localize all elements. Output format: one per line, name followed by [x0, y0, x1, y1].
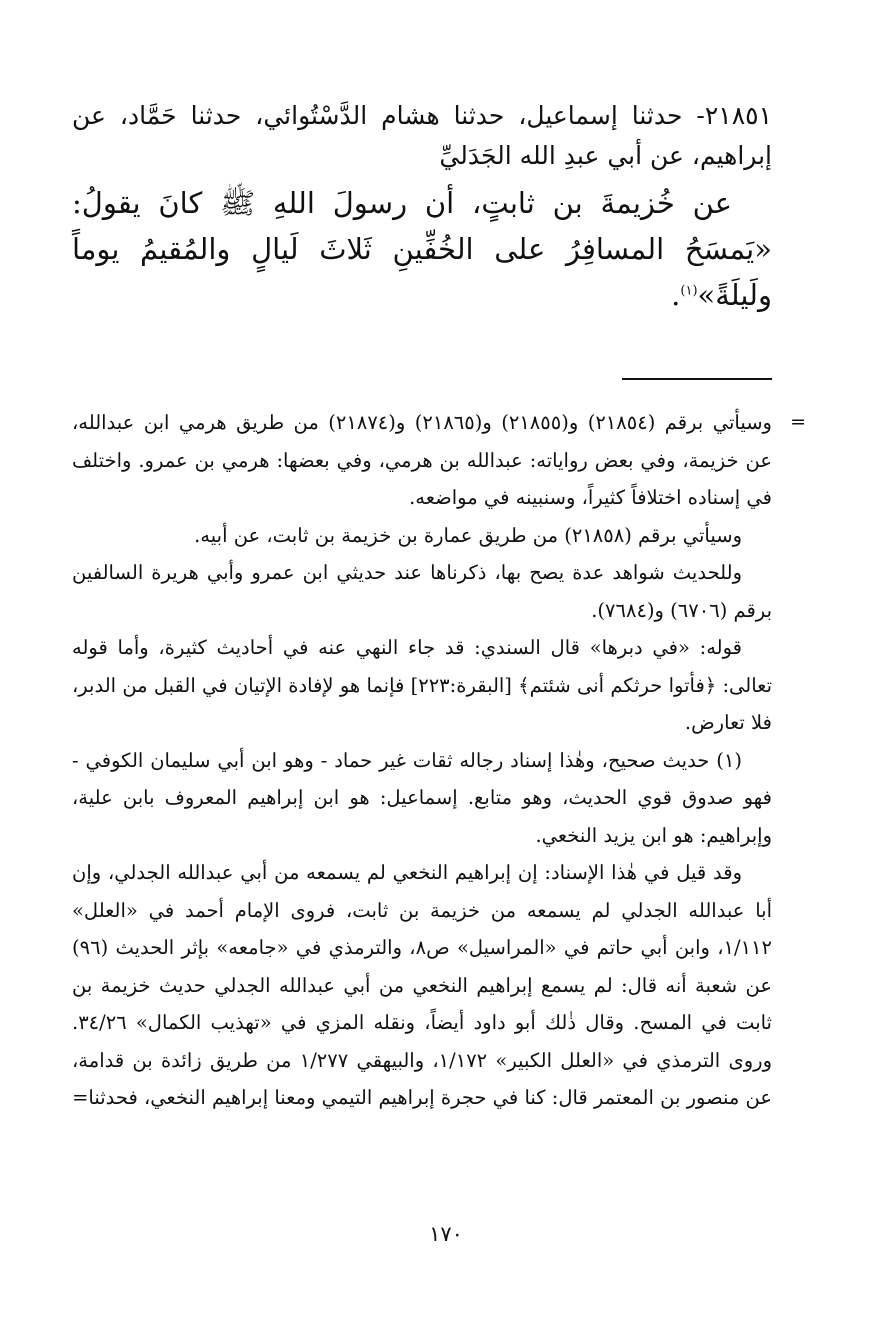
hadith-matn-text: عن خُزيمةَ بن ثابتٍ، أن رسولَ اللهِ ﷺ كانَ يقولُ: «يَمسَحُ المسافِرُ على الخُفِّينِ ثَلاثَ لَيالٍ والمُقيمُ يوماً ولَيلَةً»	[72, 186, 772, 312]
footnote-paragraph: قوله: «في دبرها» قال السندي: قد جاء النهي عنه في أحاديث كثيرة، وأما قوله تعالى: ﴿فأتوا حرثكم أنى شئتم﴾ [البقرة:٢٢٣] فإنما هو لإفادة الإتيان في القبل من الدبر، فلا تعارض.	[72, 636, 773, 734]
footnote-separator	[622, 378, 772, 380]
footnote-text: وسيأتي برقم (٢١٨٥٤) و(٢١٨٥٥) و(٢١٨٦٥) و(٢١٨٧٤) من طريق هرمي ابن عبدالله، عن خزيمة، وفي بعض رواياته: عبدالله بن هرمي، وفي بعضها: هرمي بن عمرو. واختلف في إسناده اختلافاً كثيراً، وسنبينه في مواضعه.	[72, 411, 772, 509]
hadith-matn	[72, 180, 772, 318]
continuation-mark: =	[790, 411, 806, 433]
footnotes	[72, 404, 806, 1117]
hadith-end-punct: .	[671, 278, 681, 312]
hadith-block	[72, 96, 772, 318]
footnote-reference[interactable]: (١)	[680, 283, 698, 299]
footnote-paragraph: (١) حديث صحيح، وهٰذا إسناد رجاله ثقات غير حماد - وهو ابن أبي سليمان الكوفي - فهو صدوق قوي الحديث، وهو متابع. إسماعيل: هو ابن إبراهيم المعروف بابن علية، وإبراهيم: هو ابن يزيد النخعي.	[72, 748, 772, 847]
footnote-paragraph: وللحديث شواهد عدة يصح بها، ذكرناها عند حديثي ابن عمرو وأبي هريرة السالفين برقم (٦٧٠٦) و(٧٦٨٤).	[72, 561, 772, 622]
footnote-paragraph	[72, 404, 806, 517]
page-number: ١٧٠	[429, 1222, 463, 1246]
footnote-paragraph: وقد قيل في هٰذا الإسناد: إن إبراهيم النخعي لم يسمعه من أبي عبدالله الجدلي، وإن أبا عبدالله الجدلي لم يسمعه من خزيمة بن ثابت، فروى الإمام أحمد في «العلل» ١/١١٢، وابن أبي حاتم في «المراسيل» ص٨، والترمذي في «جامعه» بإثر الحديث (٩٦) عن شعبة أنه قال: لم يسمع إبراهيم النخعي من أبي عبدالله الجدلي حديث خزيمة بن ثابت في المسح. وقال ذٰلك أبو داود أيضاً، ونقله المزي في «تهذيب الكمال» ٣٤/٢٦. وروى الترمذي في «العلل الكبير» ١/١٧٢، والبيهقي ١/٢٧٧ من طريق زائدة بن قدامة، عن منصور بن المعتمر قال: كنا في حجرة إبراهيم التيمي ومعنا إبراهيم النخعي، فحدثنا=	[72, 861, 772, 1109]
hadith-isnad: ٢١٨٥١- حدثنا إسماعيل، حدثنا هشام الدَّسْتُوائي، حدثنا حَمَّاد، عن إبراهيم، عن أبي عبدِ الله الجَدَليِّ	[72, 101, 772, 170]
footnote-paragraph: وسيأتي برقم (٢١٨٥٨) من طريق عمارة بن خزيمة بن ثابت، عن أبيه.	[194, 523, 742, 547]
